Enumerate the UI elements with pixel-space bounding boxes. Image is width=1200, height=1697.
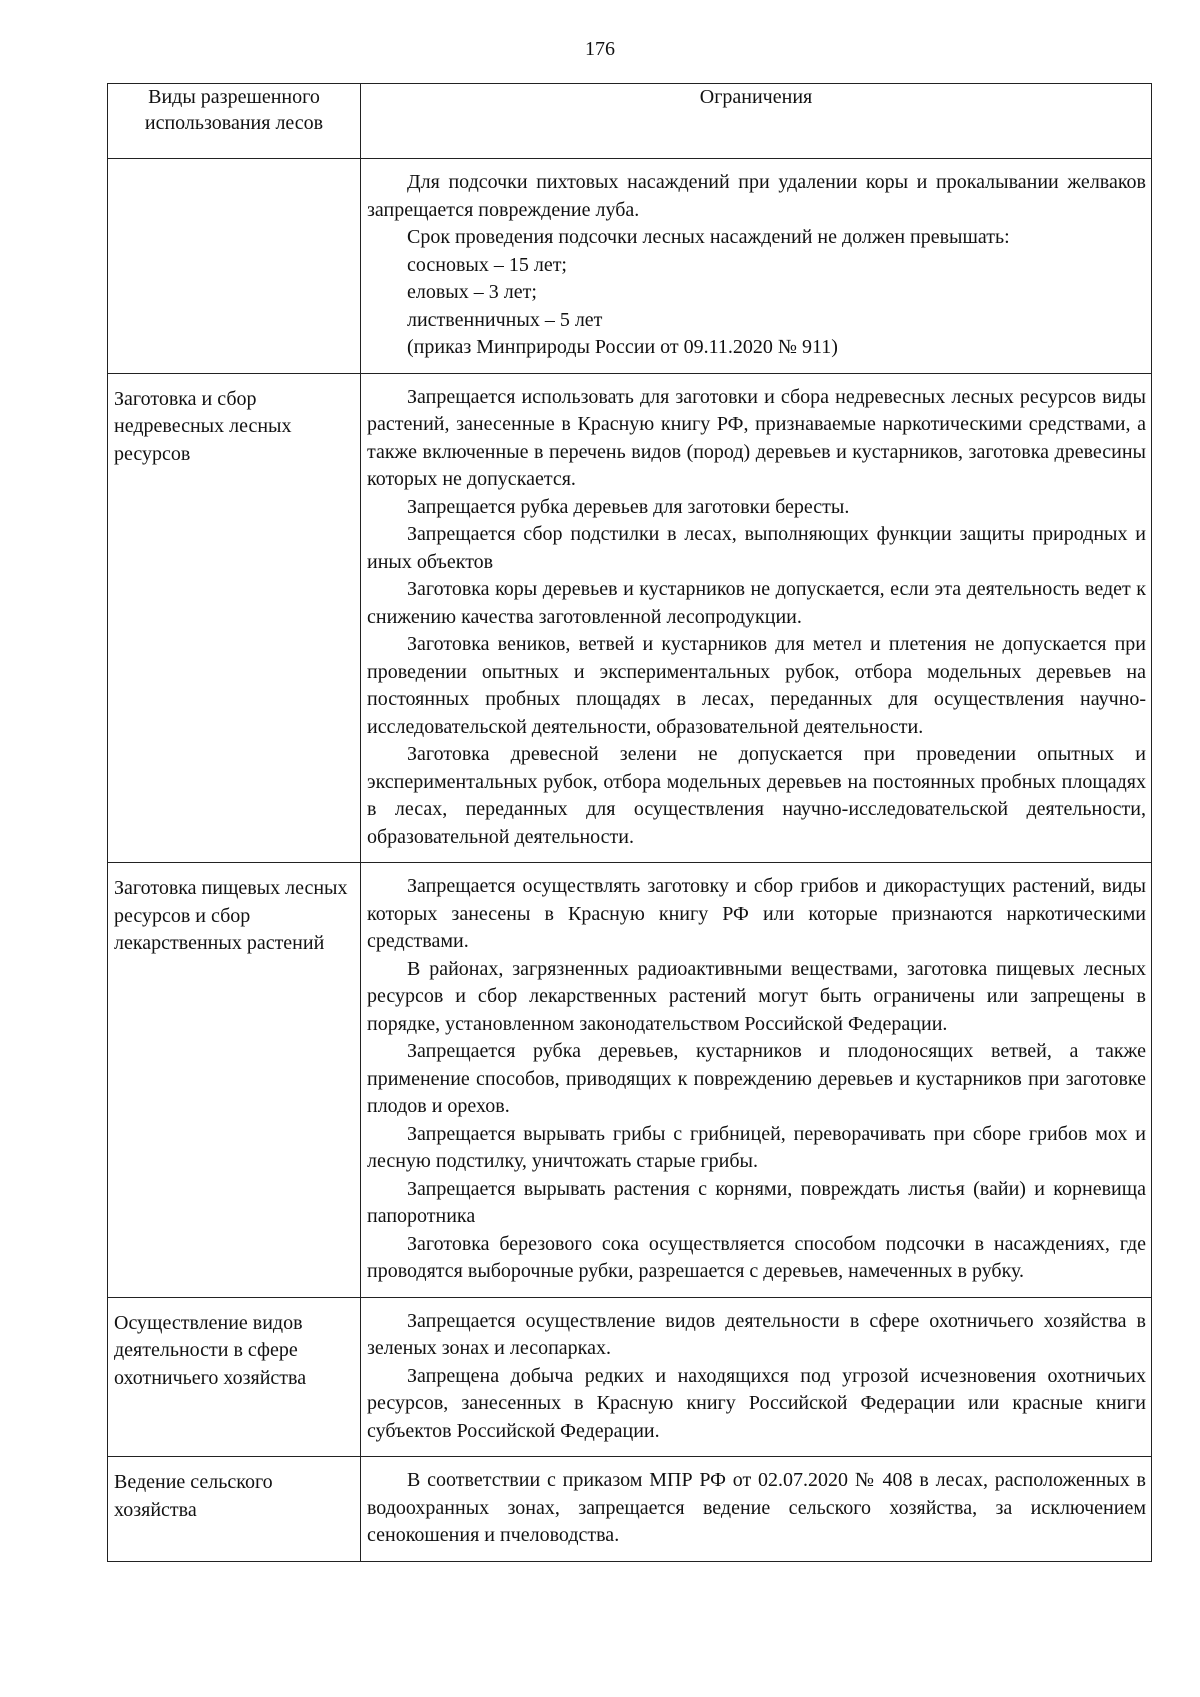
restriction-paragraph: Запрещается использовать для заготовки и сбора недревесных лесных ресурсов виды растений, занесенные в Красную книгу РФ, признаваемые наркотическими средствами, а также включенные в перечень видов (пород) деревьев и кустарников, заготовка древесины которых не допускается. <box>367 385 1146 490</box>
restriction-paragraph: Запрещается рубка деревьев, кустарников и плодоносящих ветвей, а также применение способов, приводящих к повреждению деревьев и кустарников при заготовке плодов и орехов. <box>367 1040 1146 1117</box>
restriction-paragraph: Срок проведения подсочки лесных насаждений не должен превышать: <box>407 226 1010 248</box>
restriction-paragraph: Запрещена добыча редких и находящихся под угрозой исчезновения охотничьих ресурсов, занесенных в Красную книгу Российской Федерации или красные книги субъектов Российской Федерации. <box>367 1364 1146 1442</box>
restriction-paragraph: Заготовка веников, ветвей и кустарников для метел и плетения не допускается при проведении опытных и экспериментальных рубок, отбора модельных деревьев на постоянных пробных площадях в лесах, переданных для осуществления научно-исследовательской деятельности, образовательной деятельности. <box>367 633 1146 738</box>
restriction-list-item: лиственничных – 5 лет <box>407 308 603 331</box>
row-restrictions-cell <box>361 1457 1152 1562</box>
row-restrictions-cell <box>361 159 1152 374</box>
restriction-paragraph: Запрещается вырывать грибы с грибницей, переворачивать при сборе грибов мох и лесную подстилку, уничтожать старые грибы. <box>367 1122 1146 1172</box>
restriction-list-item: (приказ Минприроды России от 09.11.2020 № 911) <box>407 336 838 358</box>
row-kind-cell: Осуществление видов деятельности в сфере охотничьего хозяйства <box>108 1297 361 1457</box>
restriction-list-item: сосновых – 15 лет; <box>407 253 567 276</box>
row-kind-cell: Ведение сельского хозяйства <box>108 1457 361 1562</box>
restriction-paragraph: Запрещается осуществлять заготовку и сбор грибов и дикорастущих растений, виды которых занесены в Красную книгу РФ или которые признаются наркотическими средствами. <box>367 875 1146 952</box>
restriction-paragraph: Запрещается рубка деревьев для заготовки бересты. <box>407 495 850 518</box>
restriction-paragraph: Заготовка коры деревьев и кустарников не допускается, если эта деятельность ведет к снижению качества заготовленной лесопродукции. <box>367 578 1146 628</box>
row-restrictions-cell <box>361 373 1152 863</box>
restriction-paragraph: Для подсочки пихтовых насаждений при удалении коры и прокалывании желваков запрещается повреждение луба. <box>367 171 1146 221</box>
restriction-list-item: еловых – 3 лет; <box>407 281 537 303</box>
table-row <box>108 1457 1152 1562</box>
table-row <box>108 373 1152 863</box>
table-row <box>108 159 1152 374</box>
restriction-paragraph: Запрещается осуществление видов деятельности в сфере охотничьего хозяйства в зеленых зонах и лесопарках. <box>367 1309 1146 1359</box>
restriction-paragraph: Заготовка березового сока осуществляется способом подсочки в насаждениях, где проводятся выборочные рубки, разрешается с деревьев, намеченных в рубку. <box>367 1232 1146 1282</box>
table-row <box>108 863 1152 1298</box>
row-kind-cell <box>108 159 361 374</box>
row-kind-cell: Заготовка и сбор недревесных лесных ресурсов <box>108 373 361 863</box>
restriction-paragraph: Запрещается вырывать растения с корнями, повреждать листья (вайи) и корневища папоротника <box>367 1177 1146 1227</box>
restriction-paragraph: В соответствии с приказом МПР РФ от 02.07.2020 № 408 в лесах, расположенных в водоохранных зонах, запрещается ведение сельского хозяйства, за исключением сенокошения и пчеловодства. <box>367 1469 1146 1546</box>
row-restrictions-cell <box>361 1297 1152 1457</box>
header-restrictions: Ограничения <box>361 84 1152 159</box>
row-kind-cell: Заготовка пищевых лесных ресурсов и сбор лекарственных растений <box>108 863 361 1298</box>
restriction-paragraph: Заготовка древесной зелени не допускается при проведении опытных и экспериментальных рубок, отбора модельных деревьев на постоянных пробных площадях в лесах, переданных для осуществления научно-исследовательской деятельности, образовательной деятельности. <box>367 743 1146 848</box>
header-kind: Виды разрешенного использования лесов <box>108 84 361 159</box>
restriction-paragraph: В районах, загрязненных радиоактивными веществами, заготовка пищевых лесных ресурсов и сбор лекарственных растений могут быть ограничены или запрещены в порядке, установленном законодательством Российской Федерации. <box>367 957 1146 1035</box>
row-restrictions-cell <box>361 863 1152 1298</box>
table-row <box>108 1297 1152 1457</box>
restrictions-table <box>107 83 1152 1562</box>
restriction-paragraph: Запрещается сбор подстилки в лесах, выполняющих функции защиты природных и иных объектов <box>367 523 1146 573</box>
table-header-row <box>108 84 1152 159</box>
page-number: 176 <box>585 38 615 60</box>
